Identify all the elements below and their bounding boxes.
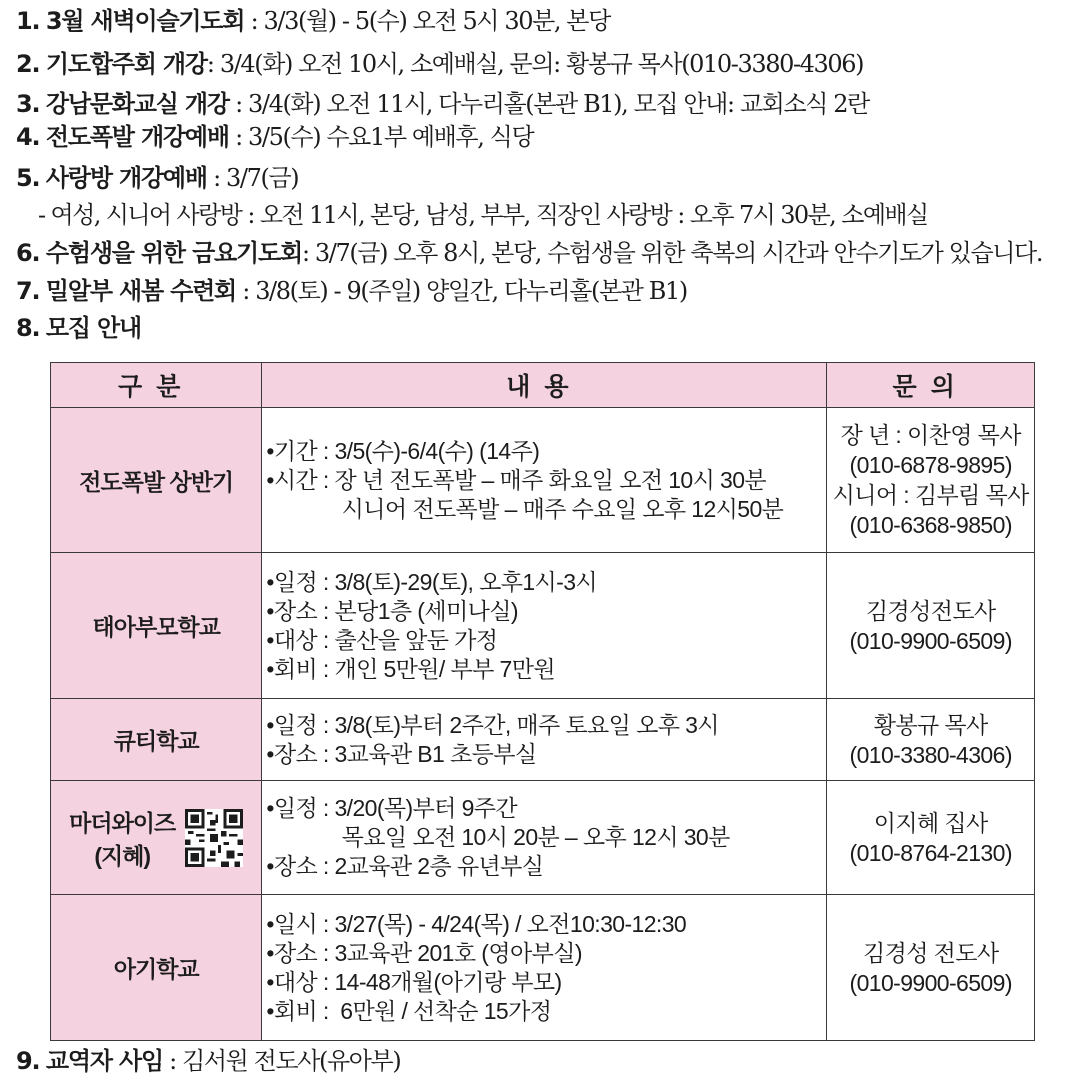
item-number: 2.	[16, 50, 40, 78]
row-contact	[827, 895, 1035, 1041]
announcement-5-detail: - 여성, 시니어 사랑방 : 오전 11시, 본당, 남성, 부부, 직장인 사랑방 : 오후 7시 30분, 소예배실	[38, 201, 928, 229]
row-category-mother-wise	[51, 781, 262, 895]
item-number: 6.	[16, 239, 40, 267]
header-category: 구분	[51, 363, 262, 408]
contact-line: (010-9900-6509)	[849, 969, 1012, 996]
item-title: 전도폭발 개강예배	[45, 123, 229, 151]
table-row	[51, 895, 1035, 1041]
row-category: 태아부모학교	[51, 553, 262, 699]
content-line: •일정 : 3/8(토)부터 2주간, 매주 토요일 오후 3시	[266, 711, 719, 738]
item-detail: : 3/4(화) 오전 11시, 다누리홀(본관 B1), 모집 안내: 교회소식 2란	[228, 90, 869, 118]
table-row	[51, 408, 1035, 553]
item-title: 교역자 사임	[45, 1047, 163, 1075]
contact-line: 장 년 : 이찬영 목사	[840, 422, 1021, 448]
item-number: 3.	[16, 90, 40, 118]
row-content	[262, 781, 827, 895]
row-content	[262, 408, 827, 553]
content-line: •회비 : 개인 5만원/ 부부 7만원	[266, 655, 555, 682]
content-line: •기간 : 3/5(수)-6/4(수) (14주)	[266, 437, 540, 464]
row-category: 아기학교	[51, 895, 262, 1041]
announcement-9	[16, 1042, 400, 1080]
item-title: 3월 새벽이슬기도회	[45, 7, 245, 35]
announcement-8	[16, 309, 141, 347]
announcement-2	[16, 45, 863, 83]
item-title: 모집 안내	[45, 314, 141, 342]
table-row	[51, 699, 1035, 781]
category-label	[69, 805, 175, 871]
row-contact	[827, 781, 1035, 895]
contact-line: 황봉규 목사	[873, 711, 988, 738]
recruitment-table	[50, 362, 1035, 1041]
content-line: •일정 : 3/8(토)-29(토), 오후1시-3시	[266, 568, 598, 595]
row-content	[262, 895, 827, 1041]
content-line: •대상 : 출산을 앞둔 가정	[266, 626, 498, 653]
contact-line: (010-6878-9895)	[849, 452, 1012, 478]
content-line: •장소 : 3교육관 201호 (영아부실)	[266, 939, 582, 966]
contact-line: (010-8764-2130)	[849, 839, 1012, 866]
item-number: 1.	[16, 7, 40, 35]
item-detail: : 3/3(월) - 5(수) 오전 5시 30분, 본당	[244, 7, 610, 35]
item-detail: : 3/5(수) 수요1부 예배후, 식당	[228, 123, 534, 151]
header-content: 내용	[262, 363, 827, 408]
item-number: 4.	[16, 123, 40, 151]
table-row	[51, 553, 1035, 699]
contact-line: 시니어 : 김부림 목사	[832, 482, 1029, 508]
contact-line: 이지혜 집사	[873, 809, 988, 836]
content-line: •대상 : 14-48개월(아기랑 부모)	[266, 968, 562, 995]
item-number: 8.	[16, 314, 40, 342]
contact-line: 김경성 전도사	[862, 939, 999, 966]
row-content	[262, 699, 827, 781]
contact-line: (010-3380-4306)	[849, 741, 1012, 768]
announcement-7	[16, 272, 687, 310]
content-line: •장소 : 본당1층 (세미나실)	[266, 597, 518, 624]
item-title: 사랑방 개강예배	[45, 164, 207, 192]
row-contact	[827, 408, 1035, 553]
announcement-6	[16, 234, 1042, 272]
category-subname: (지혜)	[94, 842, 151, 869]
contact-line: 김경성전도사	[865, 597, 996, 624]
content-line: •회비 : 6만원 / 선착순 15가정	[266, 997, 552, 1024]
content-line: 시니어 전도폭발 – 매주 수요일 오후 12시50분	[266, 495, 784, 522]
content-line: •일시 : 3/27(목) - 4/24(목) / 오전10:30-12:30	[266, 910, 687, 937]
table-header-row	[51, 363, 1035, 408]
row-category: 전도폭발 상반기	[51, 408, 262, 553]
item-title: 수험생을 위한 금요기도회	[45, 239, 302, 267]
item-title: 강남문화교실 개강	[45, 90, 229, 118]
content-line: •시간 : 장 년 전도폭발 – 매주 화요일 오전 10시 30분	[266, 466, 767, 493]
announcement-4	[16, 118, 533, 156]
row-contact	[827, 699, 1035, 781]
announcement-5	[16, 159, 298, 197]
item-detail: : 3/8(토) - 9(주일) 양일간, 다누리홀(본관 B1)	[236, 277, 687, 305]
item-detail: : 김서원 전도사(유아부)	[162, 1047, 401, 1075]
content-line: •일정 : 3/20(목)부터 9주간	[266, 795, 518, 821]
item-title: 기도합주회 개강	[45, 50, 207, 78]
item-title: 밀알부 새봄 수련회	[45, 277, 237, 305]
item-detail: : 3/7(금)	[206, 164, 299, 192]
contact-line: (010-9900-6509)	[849, 627, 1012, 654]
row-content	[262, 553, 827, 699]
table-row	[51, 781, 1035, 895]
category-name: 마더와이즈	[69, 809, 176, 836]
header-contact: 문의	[827, 363, 1035, 408]
content-line: •장소 : 2교육관 2층 유년부실	[266, 853, 544, 879]
item-detail: : 3/4(화) 오전 10시, 소예배실, 문의: 황봉규 목사(010-3380-4306)	[206, 50, 864, 78]
row-contact	[827, 553, 1035, 699]
content-line: 목요일 오전 10시 20분 – 오후 12시 30분	[266, 824, 730, 850]
contact-line: (010-6368-9850)	[849, 512, 1012, 538]
content-line: •장소 : 3교육관 B1 초등부실	[266, 740, 537, 767]
row-category: 큐티학교	[51, 699, 262, 781]
item-number: 7.	[16, 277, 40, 305]
announcement-1	[16, 2, 610, 40]
qr-code-icon[interactable]	[185, 809, 243, 867]
item-number: 9.	[16, 1047, 40, 1075]
item-number: 5.	[16, 164, 40, 192]
item-detail: : 3/7(금) 오후 8시, 본당, 수험생을 위한 축복의 시간과 안수기도가 있습니다.	[302, 239, 1043, 267]
